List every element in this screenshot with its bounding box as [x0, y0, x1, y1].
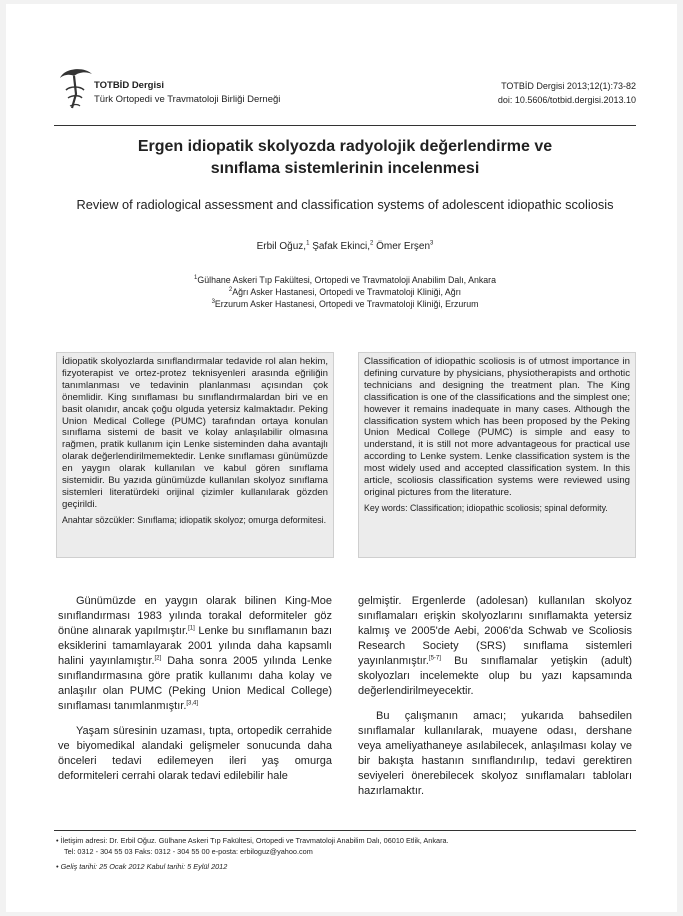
paragraph	[58, 724, 332, 784]
society-name: Türk Ortopedi ve Travmatoloji Birliği Derneği	[94, 94, 281, 105]
affiliation	[54, 286, 636, 298]
contact-info: Tel: 0312 - 304 55 03 Faks: 0312 - 304 55 00 e-posta: erbiloguz@yahoo.com	[64, 846, 313, 856]
paragraph-text: Bu çalışmanın amacı; yukarıda bahsedilen sınıflamalar kullanılarak, muayene odası, dershane veya ameliyathaneye asılabilecek, anlaşılması kolay ve bir bakışta hastanın sınıflandırılıp, tedavi gerektiren seviyeleri önerebilecek skolyoz sınıflamaları tabloları hazırlamaktır.	[358, 710, 632, 797]
footnote-rule	[54, 830, 636, 831]
paragraph-text: Daha sonra 2005 yılında Lenke sınıflandırmasına göre pratik kullanımı daha kolay ve anlaşılır olan PUMC (Peking Union Medical College) sınıflaması tanımlanmıştır.	[58, 655, 332, 712]
citation: TOTBİD Dergisi 2013;12(1):73-82	[501, 81, 636, 91]
affiliation-sup: 1	[194, 275, 198, 282]
paragraph-text: Lenke bu sınıflamanın bazı eksiklerini tamamlayarak 2001 yılında daha kapsamlı halini yayınlamıştır.	[58, 625, 332, 667]
author: Erbil Oğuz,	[256, 241, 307, 252]
abstract-turkish	[56, 352, 334, 558]
journal-name: TOTBİD Dergisi	[94, 80, 165, 91]
body-column-right	[358, 594, 632, 809]
title-line-2: sınıflama sistemlerinin incelenmesi	[210, 160, 480, 177]
paper-page	[6, 4, 677, 912]
correspondence-address: • İletişim adresi: Dr. Erbil Oğuz. Gülhane Askeri Tıp Fakültesi, Ortopedi ve Travmatoloji Anabilim Dalı, 06010 Etlik, Ankara.	[56, 836, 449, 845]
author: Şafak Ekinci,	[309, 241, 371, 252]
paragraph	[58, 594, 332, 714]
citation-sup: [2]	[154, 655, 162, 662]
received-accepted-dates: • Geliş tarihi: 25 Ocak 2012 Kabul tarihi: 5 Eylül 2012	[56, 862, 228, 871]
affiliations	[54, 274, 636, 310]
affiliation-sup: 3	[211, 299, 215, 306]
journal-logo-icon	[54, 64, 98, 112]
author-sup: 2	[370, 240, 374, 247]
affiliation	[54, 298, 636, 310]
doi: doi: 10.5606/totbid.dergisi.2013.10	[497, 95, 636, 105]
citation-sup: [1]	[188, 625, 195, 632]
affiliation-text: Ağrı Asker Hastanesi, Ortopedi ve Travmatoloji Kliniği, Ağrı	[232, 287, 462, 297]
author: Ömer Erşen	[373, 241, 431, 252]
address-text: İletişim adresi: Dr. Erbil Oğuz. Gülhane Askeri Tıp Fakültesi, Ortopedi ve Travmatoloji Anabilim Dalı, 06010 Etlik, Ankara.	[60, 836, 449, 845]
author-sup: 3	[430, 240, 434, 247]
paragraph-text: gelmiştir. Ergenlerde (adolesan) kullanılan skolyoz sınıflamaları erişkin skolyozlarını sınıflamakta yetersiz kalmış ve 2005'de Aebi, 2006'da Schwab ve Scoliosis Research Society (SRS) sınıflama sistemleri yayınlanmıştır.	[358, 595, 632, 667]
paragraph	[358, 594, 632, 699]
abstract-english	[358, 352, 636, 558]
journal-header	[54, 64, 640, 120]
header-rule	[54, 125, 636, 126]
affiliation-sup: 2	[228, 287, 233, 294]
body-column-left	[58, 594, 332, 794]
title-english: Review of radiological assessment and classification systems of adolescent idiopathic scoliosis	[76, 197, 614, 212]
paragraph	[358, 709, 632, 799]
footnote	[56, 836, 636, 873]
affiliation-text: Erzurum Asker Hastanesi, Ortopedi ve Travmatoloji Kliniği, Erzurum	[214, 299, 479, 309]
author-list	[54, 241, 636, 252]
abstract-text: Classification of idiopathic scoliosis is of utmost importance in defining curvature by physicians, physiotherapists and orthotic technicians and designing the treatment plan. The King classification is one of the classifications and the simplest one; however it remains inadequate in many cases. Although the classification system which has been proposed by the Peking Union Medical College (PUMC) is simple and easy to understand, it is still not more advantageous for practical use according to Lenke system. Lenke classification system is the most widely used and accepted classification system. In this article, scoliosis classification systems were reviewed using original pictures from the literature.	[364, 356, 630, 498]
title-line-1: Ergen idiopatik skolyozda radyolojik değerlendirme ve	[137, 138, 553, 155]
affiliation-text: Gülhane Askeri Tıp Fakültesi, Ortopedi ve Travmatoloji Anabilim Dalı, Ankara	[197, 275, 496, 285]
keywords: Anahtar sözcükler: Sınıflama; idiopatik skolyoz; omurga deformitesi.	[62, 514, 327, 525]
paragraph-text: Bu sınıflamalar yetişkin (adult) skolyozları incelemekte olup bu yazı kapsamında değerlendirilmeyecektir.	[358, 655, 632, 697]
keywords: Key words: Classification; idiopathic scoliosis; spinal deformity.	[364, 502, 608, 513]
abstract-text: İdiopatik skolyozlarda sınıflandırmalar tedavide rol alan hekim, fizyoterapist ve ortez-protez teknisyenleri arasında eğriliğin tanımlanması ve tedavinin planlanması açısından çok önemlidir. King sınıflaması bu sınıflandırmalardan biri ve en basit olanıdır, ancak çoğu olguda yetersiz kalmaktadır. Peking Union Medical College (PUMC) tarafından ortaya konulan sınıflama sistemi de basit ve kolay anlaşılabilir olmasına rağmen, pratik kullanım için Lenke sisteminden daha avantajlı olarak değerlendirilmemektedir. Lenke sınıflaması günümüzde en yaygın olarak kullanılan ve kabul gören sınıflama sistemidir. Bu yazıda günümüzde kullanılan skolyoz sınıflama sistemleri literatürdeki orijinal çizimler kullanılarak gözden geçirildi.	[62, 356, 328, 510]
title-turkish	[54, 136, 636, 180]
paragraph-text: Günümüzde en yaygın olarak bilinen King-Moe sınıflandırması 1983 yılında torakal deformiteler göz önüne alınarak yapılmıştır.	[58, 595, 332, 637]
paragraph-text: Yaşam süresinin uzaması, tıpta, ortopedik cerrahide ve biyomedikal alandaki gelişmeler sonucunda daha önceleri tedavi edilemeyen ileri yaş omurga deformiteleri cerrahi olarak tedavi edilebilir hale	[58, 725, 332, 782]
dates-text: Geliş tarihi: 25 Ocak 2012 Kabul tarihi: 5 Eylül 2012	[60, 862, 228, 871]
citation-sup: [3,4]	[186, 700, 199, 707]
affiliation	[54, 274, 636, 286]
author-sup: 1	[306, 240, 310, 247]
citation-sup: [5-7]	[428, 655, 441, 662]
